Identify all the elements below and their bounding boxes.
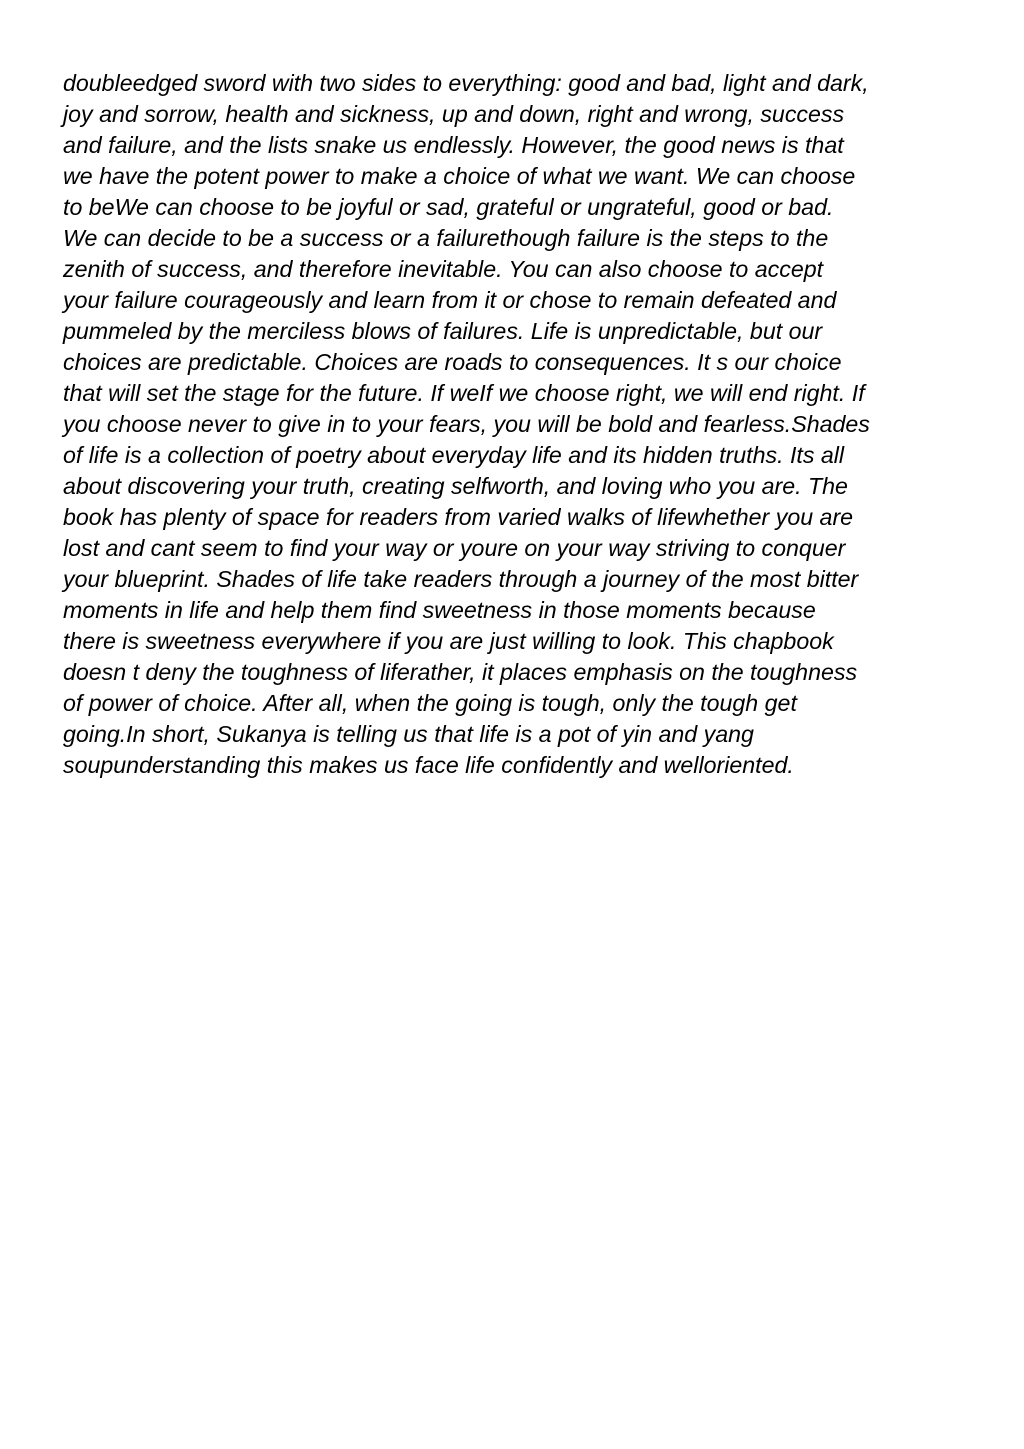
text-line: choices are predictable. Choices are roads to consequences. It s our choice <box>63 349 842 375</box>
text-line: and failure, and the lists snake us endlessly. However, the good news is that <box>63 132 844 158</box>
text-line: you choose never to give in to your fears, you will be bold and fearless.Shades <box>63 411 870 437</box>
text-line: doubleedged sword with two sides to everything: good and bad, light and dark, <box>63 70 869 96</box>
text-line: we have the potent power to make a choice of what we want. We can choose <box>63 163 856 189</box>
text-line: lost and cant seem to find your way or youre on your way striving to conquer <box>63 535 846 561</box>
text-line: your failure courageously and learn from it or chose to remain defeated and <box>63 287 837 313</box>
text-line: there is sweetness everywhere if you are just willing to look. This chapbook <box>63 628 834 654</box>
text-line: book has plenty of space for readers from varied walks of lifewhether you are <box>63 504 854 530</box>
text-line: moments in life and help them find sweetness in those moments because <box>63 597 816 623</box>
text-line: of power of choice. After all, when the going is tough, only the tough get <box>63 690 797 716</box>
text-line: going.In short, Sukanya is telling us that life is a pot of yin and yang <box>63 721 754 747</box>
text-line: soupunderstanding this makes us face life confidently and welloriented. <box>63 752 794 778</box>
text-line: your blueprint. Shades of life take readers through a journey of the most bitter <box>63 566 859 592</box>
text-line: to beWe can choose to be joyful or sad, grateful or ungrateful, good or bad. <box>63 194 834 220</box>
text-line: zenith of success, and therefore inevitable. You can also choose to accept <box>63 256 824 282</box>
text-line: about discovering your truth, creating selfworth, and loving who you are. The <box>63 473 848 499</box>
text-line: of life is a collection of poetry about everyday life and its hidden truths. Its all <box>63 442 845 468</box>
text-line: pummeled by the merciless blows of failures. Life is unpredictable, but our <box>63 318 823 344</box>
body-paragraph <box>63 68 983 781</box>
text-line: doesn t deny the toughness of liferather, it places emphasis on the toughness <box>63 659 858 685</box>
text-line: joy and sorrow, health and sickness, up and down, right and wrong, success <box>63 101 845 127</box>
text-line: We can decide to be a success or a failurethough failure is the steps to the <box>63 225 829 251</box>
text-line: that will set the stage for the future. If weIf we choose right, we will end right. If <box>63 380 865 406</box>
